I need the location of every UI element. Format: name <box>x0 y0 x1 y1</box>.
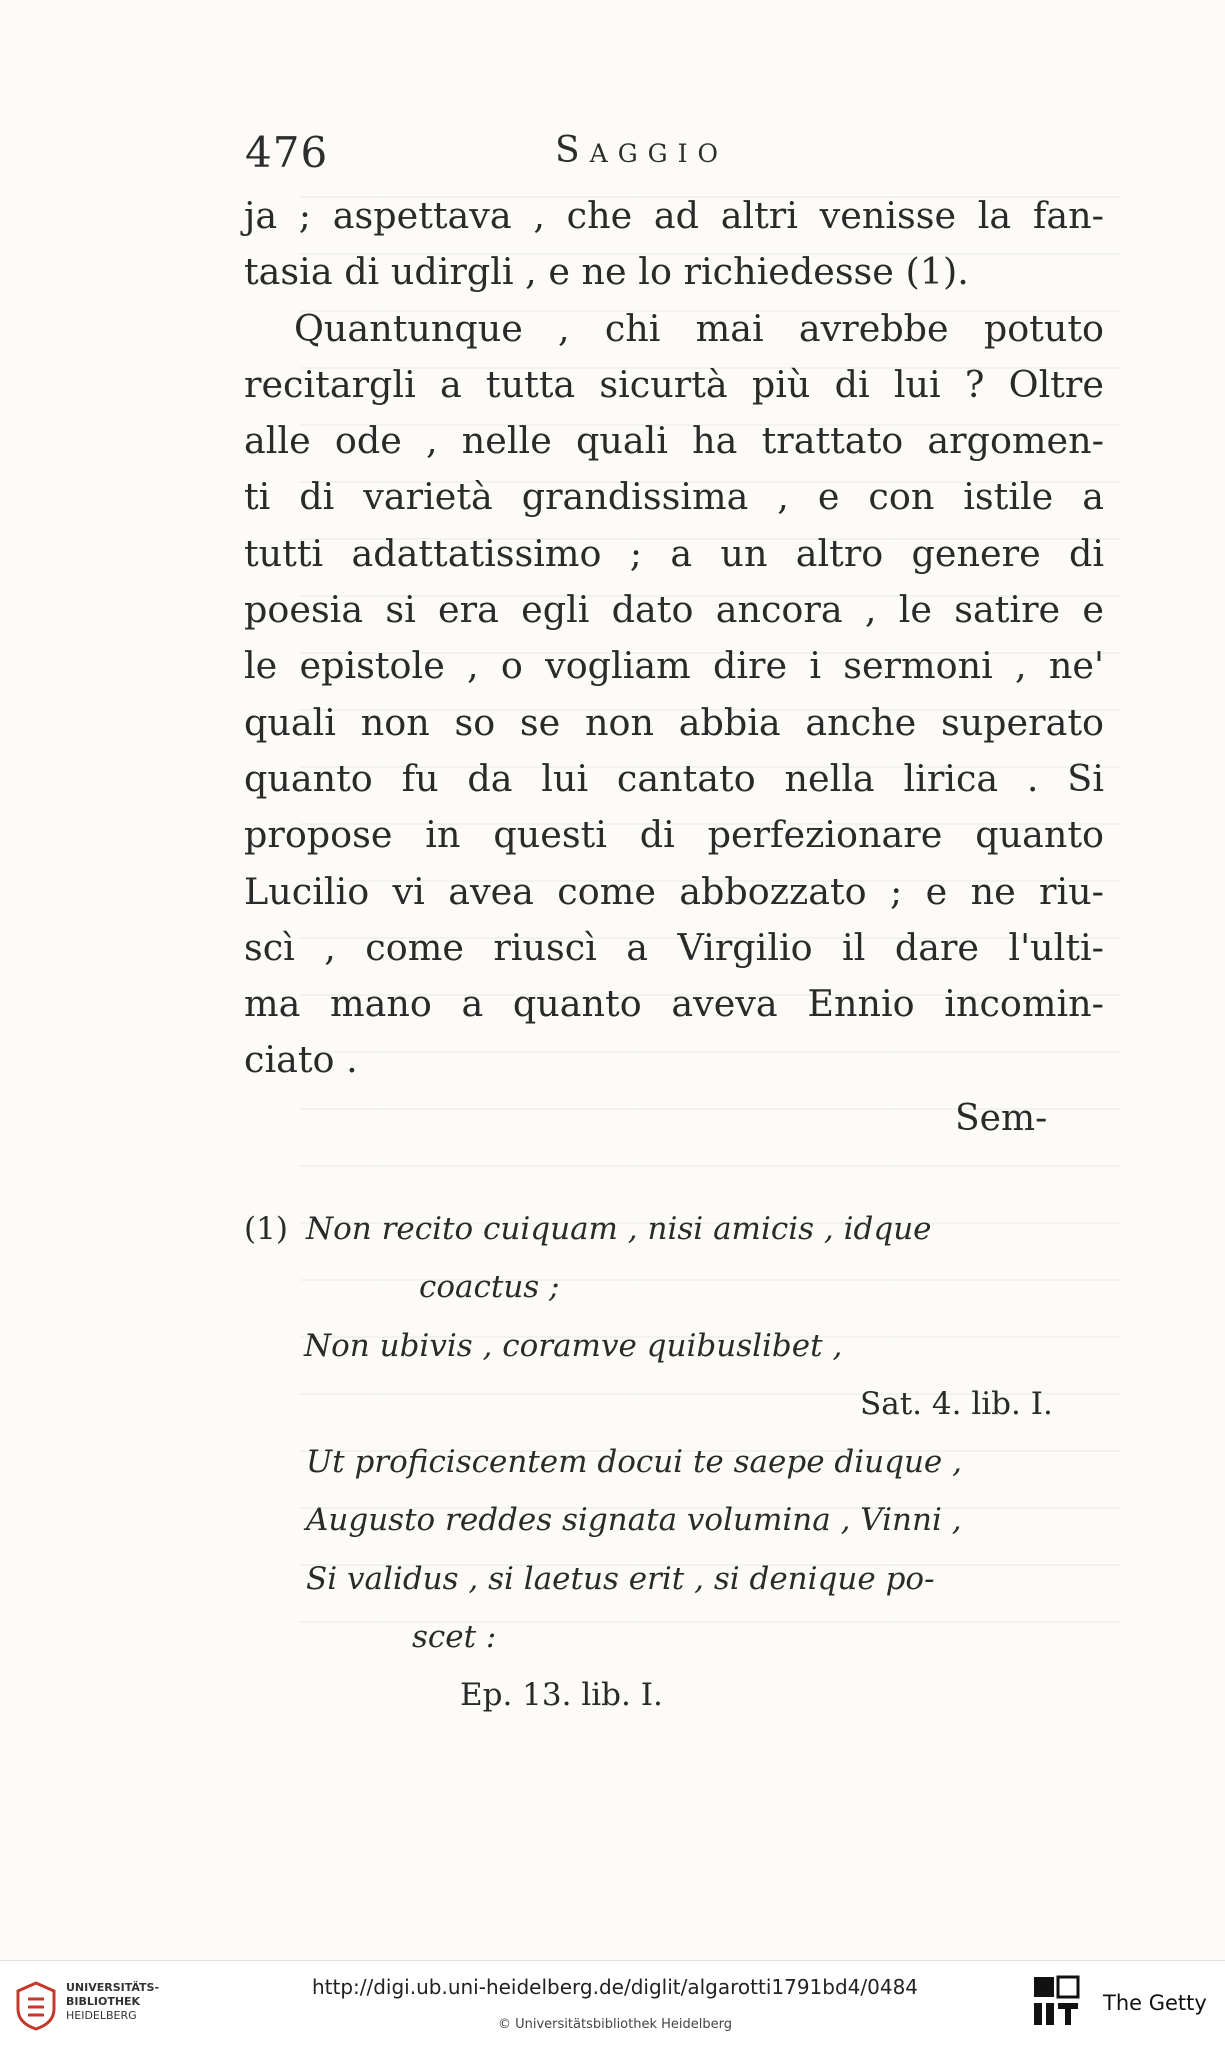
viewer-footer <box>0 1960 1225 2049</box>
footnote-line: Augusto reddes signata volumina , Vinni , <box>306 1502 962 1539</box>
text-line: ti di varietà grandissima , e con istile a <box>244 475 1104 519</box>
text-line: Quantunque , chi mai avrebbe potuto <box>294 306 1104 350</box>
text-line: tutti adattatissimo ; a un altro genere di <box>244 531 1104 575</box>
footnote-line: Si validus , si laetus erit , si denique po- <box>306 1560 935 1597</box>
footnote-marker: (1) <box>244 1211 288 1247</box>
permalink-url[interactable]: http://digi.ub.uni-heidelberg.de/diglit/algarotti1791bd4/0484 <box>311 1975 919 1999</box>
text-line: ja ; aspettava , che ad altri venisse la fan- <box>244 194 1104 237</box>
footnote-line: scet : <box>412 1619 497 1656</box>
footnote-line: Ut proficiscentem docui te saepe diuque , <box>306 1444 962 1481</box>
text-line: ma mano a quanto aveva Ennio incomin- <box>244 982 1104 1026</box>
partner-name: The Getty <box>1103 1991 1207 2015</box>
footnote-text: Non recito cuiquam , nisi amicis , idque <box>306 1211 932 1247</box>
running-title: Saggio <box>555 130 729 171</box>
catchword: Sem- <box>955 1098 1048 1139</box>
footnote-reference: Sat. 4. lib. I. <box>860 1385 1053 1422</box>
text-line: Lucilio vi avea come abbozzato ; e ne riu- <box>244 869 1104 913</box>
text-line: propose in questi di perfezionare quanto <box>244 813 1104 857</box>
page-number: 476 <box>245 128 329 177</box>
text-line: le epistole , o vogliam dire i sermoni , ne' <box>244 644 1104 688</box>
body-text <box>244 188 1104 1089</box>
text-line: alle ode , nelle quali ha trattato argomen- <box>244 419 1104 463</box>
copyright-notice: © Universitätsbibliothek Heidelberg <box>497 2017 732 2032</box>
text-line: scì , come riuscì a Virgilio il dare l'ulti- <box>244 925 1104 969</box>
text-line: quanto fu da lui cantato nella lirica . Si <box>244 756 1104 800</box>
footnote <box>244 1200 1104 1725</box>
footnote-line: coactus ; <box>419 1269 560 1306</box>
university-library-logo-icon <box>14 1979 58 2033</box>
text-line: tasia di udirgli , e ne lo richiedesse (1). <box>244 250 969 294</box>
library-name-line: HEIDELBERG <box>66 2009 137 2022</box>
library-name <box>66 1981 159 2023</box>
footnote-line <box>244 1200 1104 1258</box>
text-line: recitargli a tutta sicurtà più di lui ? Oltre <box>244 362 1104 406</box>
footnote-reference: Ep. 13. lib. I. <box>460 1677 663 1714</box>
page-header <box>245 128 1105 188</box>
text-line: ciato . <box>244 1038 358 1082</box>
text-line: poesia si era egli dato ancora , le satire e <box>244 588 1104 632</box>
footnote-line: Non ubivis , coramve quibuslibet , <box>304 1327 843 1364</box>
library-name-line: UNIVERSITÄTS- <box>66 1981 160 1994</box>
text-line: quali non so se non abbia anche superato <box>244 700 1104 744</box>
getty-logo-icon <box>1032 1975 1082 2029</box>
library-name-line: BIBLIOTHEK <box>66 1995 141 2008</box>
